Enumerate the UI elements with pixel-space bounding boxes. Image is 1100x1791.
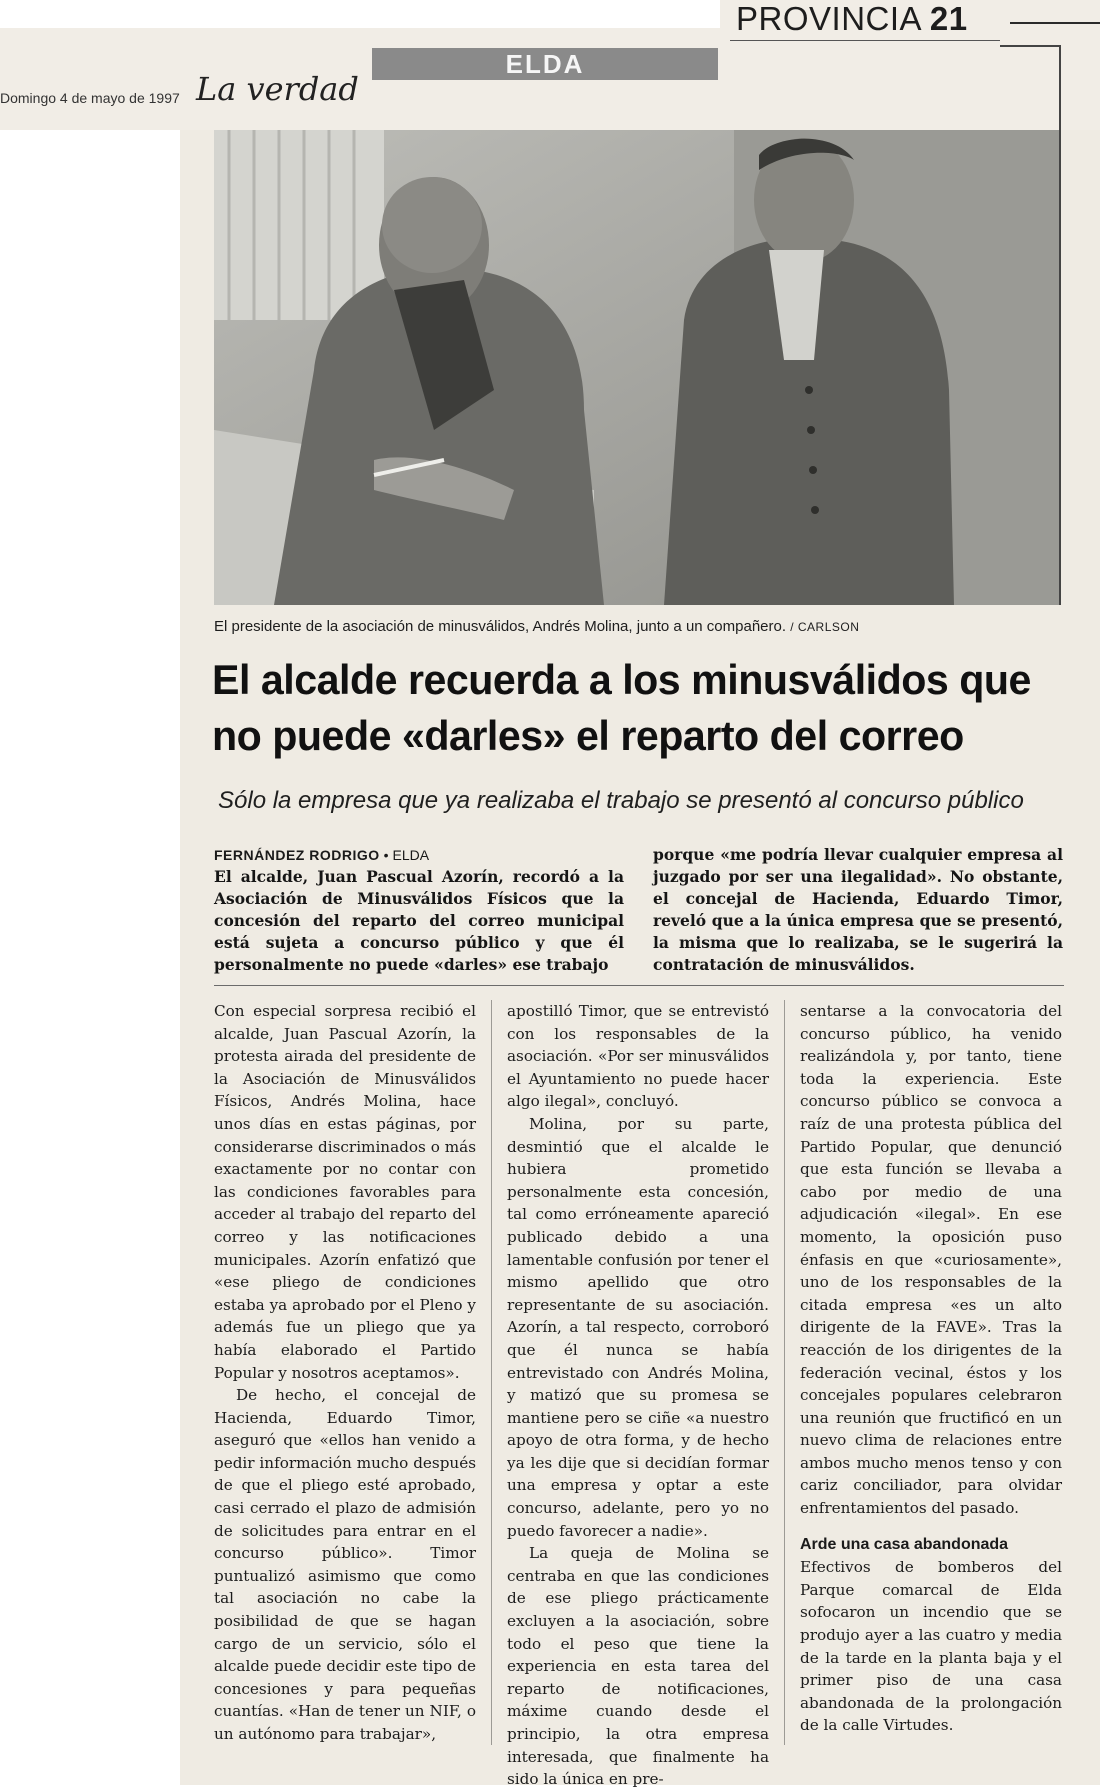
- column-divider: [784, 1000, 785, 1745]
- article-subheadline: Sólo la empresa que ya realizaba el trabajo se presentó al concurso público: [218, 787, 1024, 814]
- caption-text: El presidente de la asociación de minusválidos, Andrés Molina, junto a un compañero.: [214, 618, 787, 635]
- byline: [214, 847, 429, 863]
- body-paragraph: De hecho, el concejal de Hacienda, Eduardo Timor, aseguró que «ellos han venido a pedir información mucho después de que el pliego esté aprobado, casi cerrado el plazo de admisión de solicitudes para entrar en el concurso público». Timor puntualizó asimismo que como tal asociación no cabe la posibilidad de que se hagan cargo de un servicio, sólo el alcalde puede decidir este tipo de concesiones y para pequeñas cuantías. «Han de tener un NIF, o un autónomo para trabajar»,: [214, 1386, 476, 1743]
- photo-credit: / CARLSON: [790, 620, 860, 634]
- article-headline: El alcalde recuerda a los minusválidos que no puede «darles» el reparto del correo: [212, 656, 1031, 759]
- dateline-location: ELDA: [392, 847, 430, 863]
- news-photo: [214, 130, 1059, 605]
- lead-paragraph-left: El alcalde, Juan Pascual Azorín, recordó a la Asociación de Minusválidos Físicos que la concesión del reparto del correo municipal está sujeta a concurso público y que él personalmente no puede «darles» ese trabajo: [214, 867, 624, 974]
- section-header: [736, 0, 968, 38]
- brief-text: Efectivos de bomberos del Parque comarcal de Elda sofocaron un incendio que se produjo ayer a las cuatro y media de la tarde en la planta baja y el primer piso de una casa abandonada de la prolongación de la calle Virtudes.: [800, 1558, 1062, 1735]
- body-column-3: [800, 1000, 1062, 1737]
- body-column-1: [214, 1000, 476, 1746]
- body-paragraph: apostilló Timor, que se entrevistó con los responsables de la asociación. «Por ser minusválidos el Ayuntamiento no puede hacer algo ilegal», concluyó.: [507, 1002, 769, 1111]
- header-underline: [730, 40, 1000, 41]
- local-section-bar: ELDA: [372, 48, 718, 80]
- body-paragraph: Molina, por su parte, desmintió que el alcalde le hubiera prometido personalmente esta concesión, tal como erróneamente apareció publicado debido a una lamentable confusión por tener el mismo apellido que otro representante de su asociación. Azorín, a tal respecto, corroboró que él nunca se había entrevistado con Andrés Molina, y matizó que su promesa se mantiene pero se ciñe «a nuestro apoyo de otra forma, y de hecho ya les dije que si decidían formar una empresa y optar a este concurso, adelante, pero yo no puedo favorecer a nadie».: [507, 1114, 769, 1540]
- byline-separator: •: [383, 847, 389, 863]
- section-name: PROVINCIA: [736, 0, 921, 37]
- column-divider: [491, 1000, 492, 1745]
- lead-paragraph-right: porque «me podría llevar cualquier empresa al juzgado por ser una ilegalidad». No obstante, el concejal de Hacienda, Eduardo Timor, reveló que a la única empresa que se presentó, la misma que lo realizaba, se le sugerirá la contratación de minusválidos.: [653, 845, 1063, 974]
- author: FERNÁNDEZ RODRIGO: [214, 847, 380, 863]
- brief-headline: Arde una casa abandonada: [800, 1535, 1009, 1553]
- body-paragraph: La queja de Molina se centraba en que las condiciones de ese pliego prácticamente excluyen a la asociación, sobre todo el peso que tiene la experiencia en esta tarea del reparto de notificaciones, máxime cuando desde el principio, la otra empresa interesada, que finalmente ha sido la única en pre-: [507, 1544, 769, 1789]
- header-rule: [1010, 22, 1100, 24]
- body-paragraph: sentarse a la convocatoria del concurso público, ha venido realizándola y, por tanto, tiene toda la experiencia. Este concurso público se convoca a raíz de una protesta pública del Partido Popular, que denunció que esta función se llevaba a cabo por medio de una adjudicación «ilegal». En ese momento, la oposición puso énfasis en que «curiosamente», uno de los responsables de la citada empresa «es un alto dirigente de la FAVE». Tras la reacción de los dirigentes de la federación vecinal, éstos y los concejales populares celebraron una reunión que fructificó en un nuevo clima de relaciones entre ambos mucho menos tenso y con cariz conciliador, para olvidar enfrentamientos del pasado.: [800, 1002, 1062, 1518]
- page-number: 21: [929, 0, 968, 37]
- photo-caption: [214, 618, 1094, 635]
- photo-illustration: [214, 130, 1059, 605]
- frame-right: [1059, 45, 1061, 605]
- body-column-2: [507, 1000, 769, 1791]
- body-paragraph: Con especial sorpresa recibió el alcalde, Juan Pascual Azorín, la protesta airada del presidente de la Asociación de Minusválidos Físicos, Andrés Molina, hace unos días en estas páginas, por considerarse discriminados o más exactamente por no contar con las condiciones favorables para acceder al trabajo del reparto del correo y las notificaciones municipales. Azorín enfatizó que «ese pliego de condiciones estaba ya aprobado por el Pleno y además fue un pliego que ya había elaborado el Partido Popular y nosotros aceptamos».: [214, 1002, 476, 1382]
- frame-top: [1000, 45, 1061, 47]
- newspaper-masthead: La verdad: [196, 70, 359, 108]
- lead-divider: [214, 985, 1064, 986]
- issue-date: Domingo 4 de mayo de 1997: [0, 90, 180, 106]
